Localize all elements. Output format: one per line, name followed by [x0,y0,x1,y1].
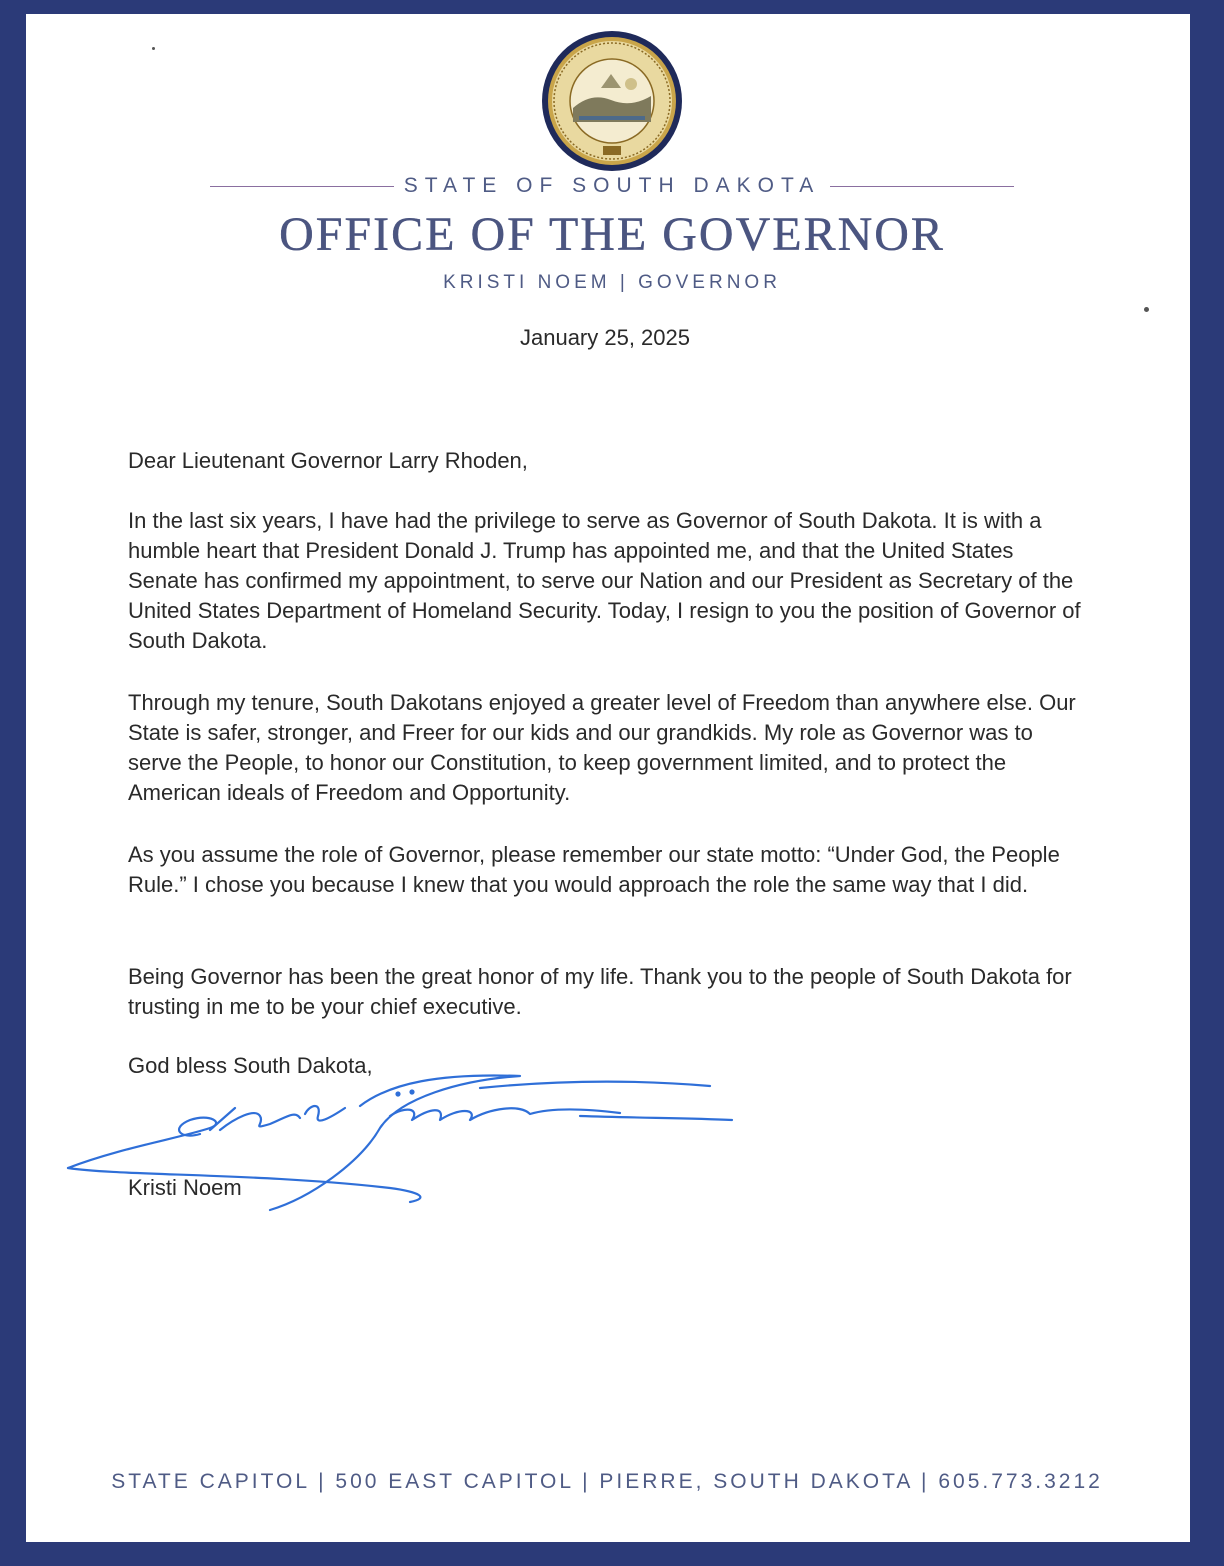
signer-name: Kristi Noem [128,1175,242,1200]
office-title: OFFICE OF THE GOVERNOR [279,208,945,261]
paper-speck [152,47,155,50]
state-name: STATE OF SOUTH DAKOTA [403,174,821,197]
closing-line: God bless South Dakota, [128,1053,373,1078]
left-divider [210,186,394,187]
state-name-line [200,174,1024,198]
salutation: Dear Lieutenant Governor Larry Rhoden, [128,448,528,473]
letter-date: January 25, 2025 [519,325,691,350]
paper-speck [1144,307,1149,312]
paragraph-4: Being Governor has been the great honor of my life. Thank you to the people of South Dakota for trusting in me to be your chief executive. [128,964,1072,1019]
governor-name-line: KRISTI NOEM | GOVERNOR [443,272,781,293]
paragraph-3: As you assume the role of Governor, please remember our state motto: “Under God, the People Rule.” I chose you because I knew that you would approach the role the same way that I did. [128,842,1060,897]
letterhead-footer: STATE CAPITOL | 500 EAST CAPITOL | PIERRE, SOUTH DAKOTA | 605.773.3212 [111,1470,1103,1493]
paragraph-1: In the last six years, I have had the privilege to serve as Governor of South Dakota. It is with a humble heart that President Donald J. Trump has appointed me, and that the United States Senate has confirmed my appointment, to serve our Nation and our President as Secretary of the United States Department of Homeland Security. Today, I resign to you the position of Governor of South Dakota. [128,508,1081,653]
right-divider [830,186,1014,187]
paragraph-2: Through my tenure, South Dakotans enjoyed a greater level of Freedom than anywhere else. Our State is safer, stronger, and Freer for our kids and our grandkids. My role as Governor was to serve the People, to honor our Constitution, to keep government limited, and to protect the American ideals of Freedom and Opportunity. [128,690,1076,805]
state-seal-icon [541,30,683,172]
